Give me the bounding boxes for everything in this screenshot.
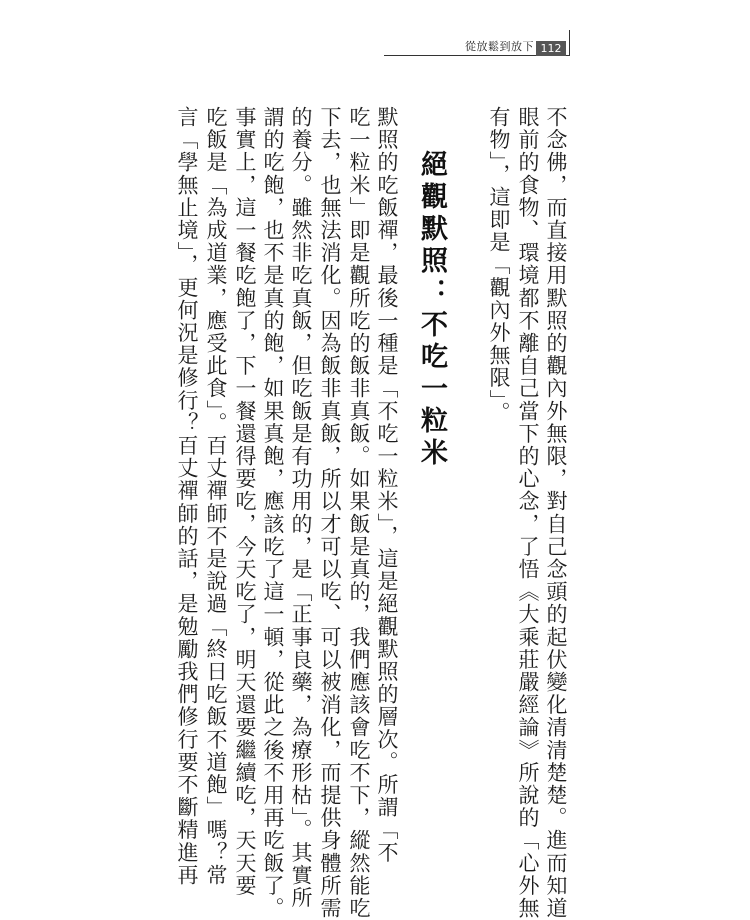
text-column: 有物」，這即是「觀內外無限」。 <box>487 106 511 424</box>
header-end-rule <box>569 30 570 56</box>
text-column: 不念佛，而直接用默照的觀內外無限，對自己念頭的起伏變化清清楚楚。進而知道 <box>544 106 568 920</box>
text-column: 吃飯是「為成道業，應受此食」。百丈禪師不是說過「終日吃飯不道飽」嗎？常 <box>204 106 228 887</box>
text-column: 眼前的食物、環境都不離自己當下的心念，了悟《大乘莊嚴經論》所說的「心外無 <box>516 106 540 920</box>
page-number: 112 <box>536 41 566 56</box>
text-column: 事實上，這一餐吃飽了，下一餐還得要吃，今天吃了，明天還要繼續吃，天天要 <box>233 106 257 897</box>
text-column: 謂的吃飽，也不是真的飽，如果真飽，應該吃了這一頓，從此之後不用再吃飯了。 <box>261 106 285 920</box>
text-column: 下去，也無法消化。因為飯非真飯，所以才可以吃、可以被消化，而提供身體所需 <box>318 106 342 920</box>
book-title: 從放鬆到放下 <box>465 40 534 53</box>
section-heading: 絕觀默照：不吃一粒米 <box>416 150 447 470</box>
running-header <box>384 40 570 56</box>
text-column: 的養分。雖然非吃真飯，但吃飯是有功用的，是「正事良藥，為療形枯」。其實所 <box>289 106 313 910</box>
text-column: 言「學無止境」，更何況是修行？百丈禪師的話，是勉勵我們修行要不斷精進再 <box>175 106 199 887</box>
text-column: 默照的吃飯禪，最後一種是「不吃一粒米」，這是絕觀默照的層次。所謂「不 <box>375 106 399 864</box>
text-column: 吃一粒米」即是觀所吃的飯非真飯。如果飯是真的，我們應該會吃不下，縱然能吃 <box>347 106 371 920</box>
